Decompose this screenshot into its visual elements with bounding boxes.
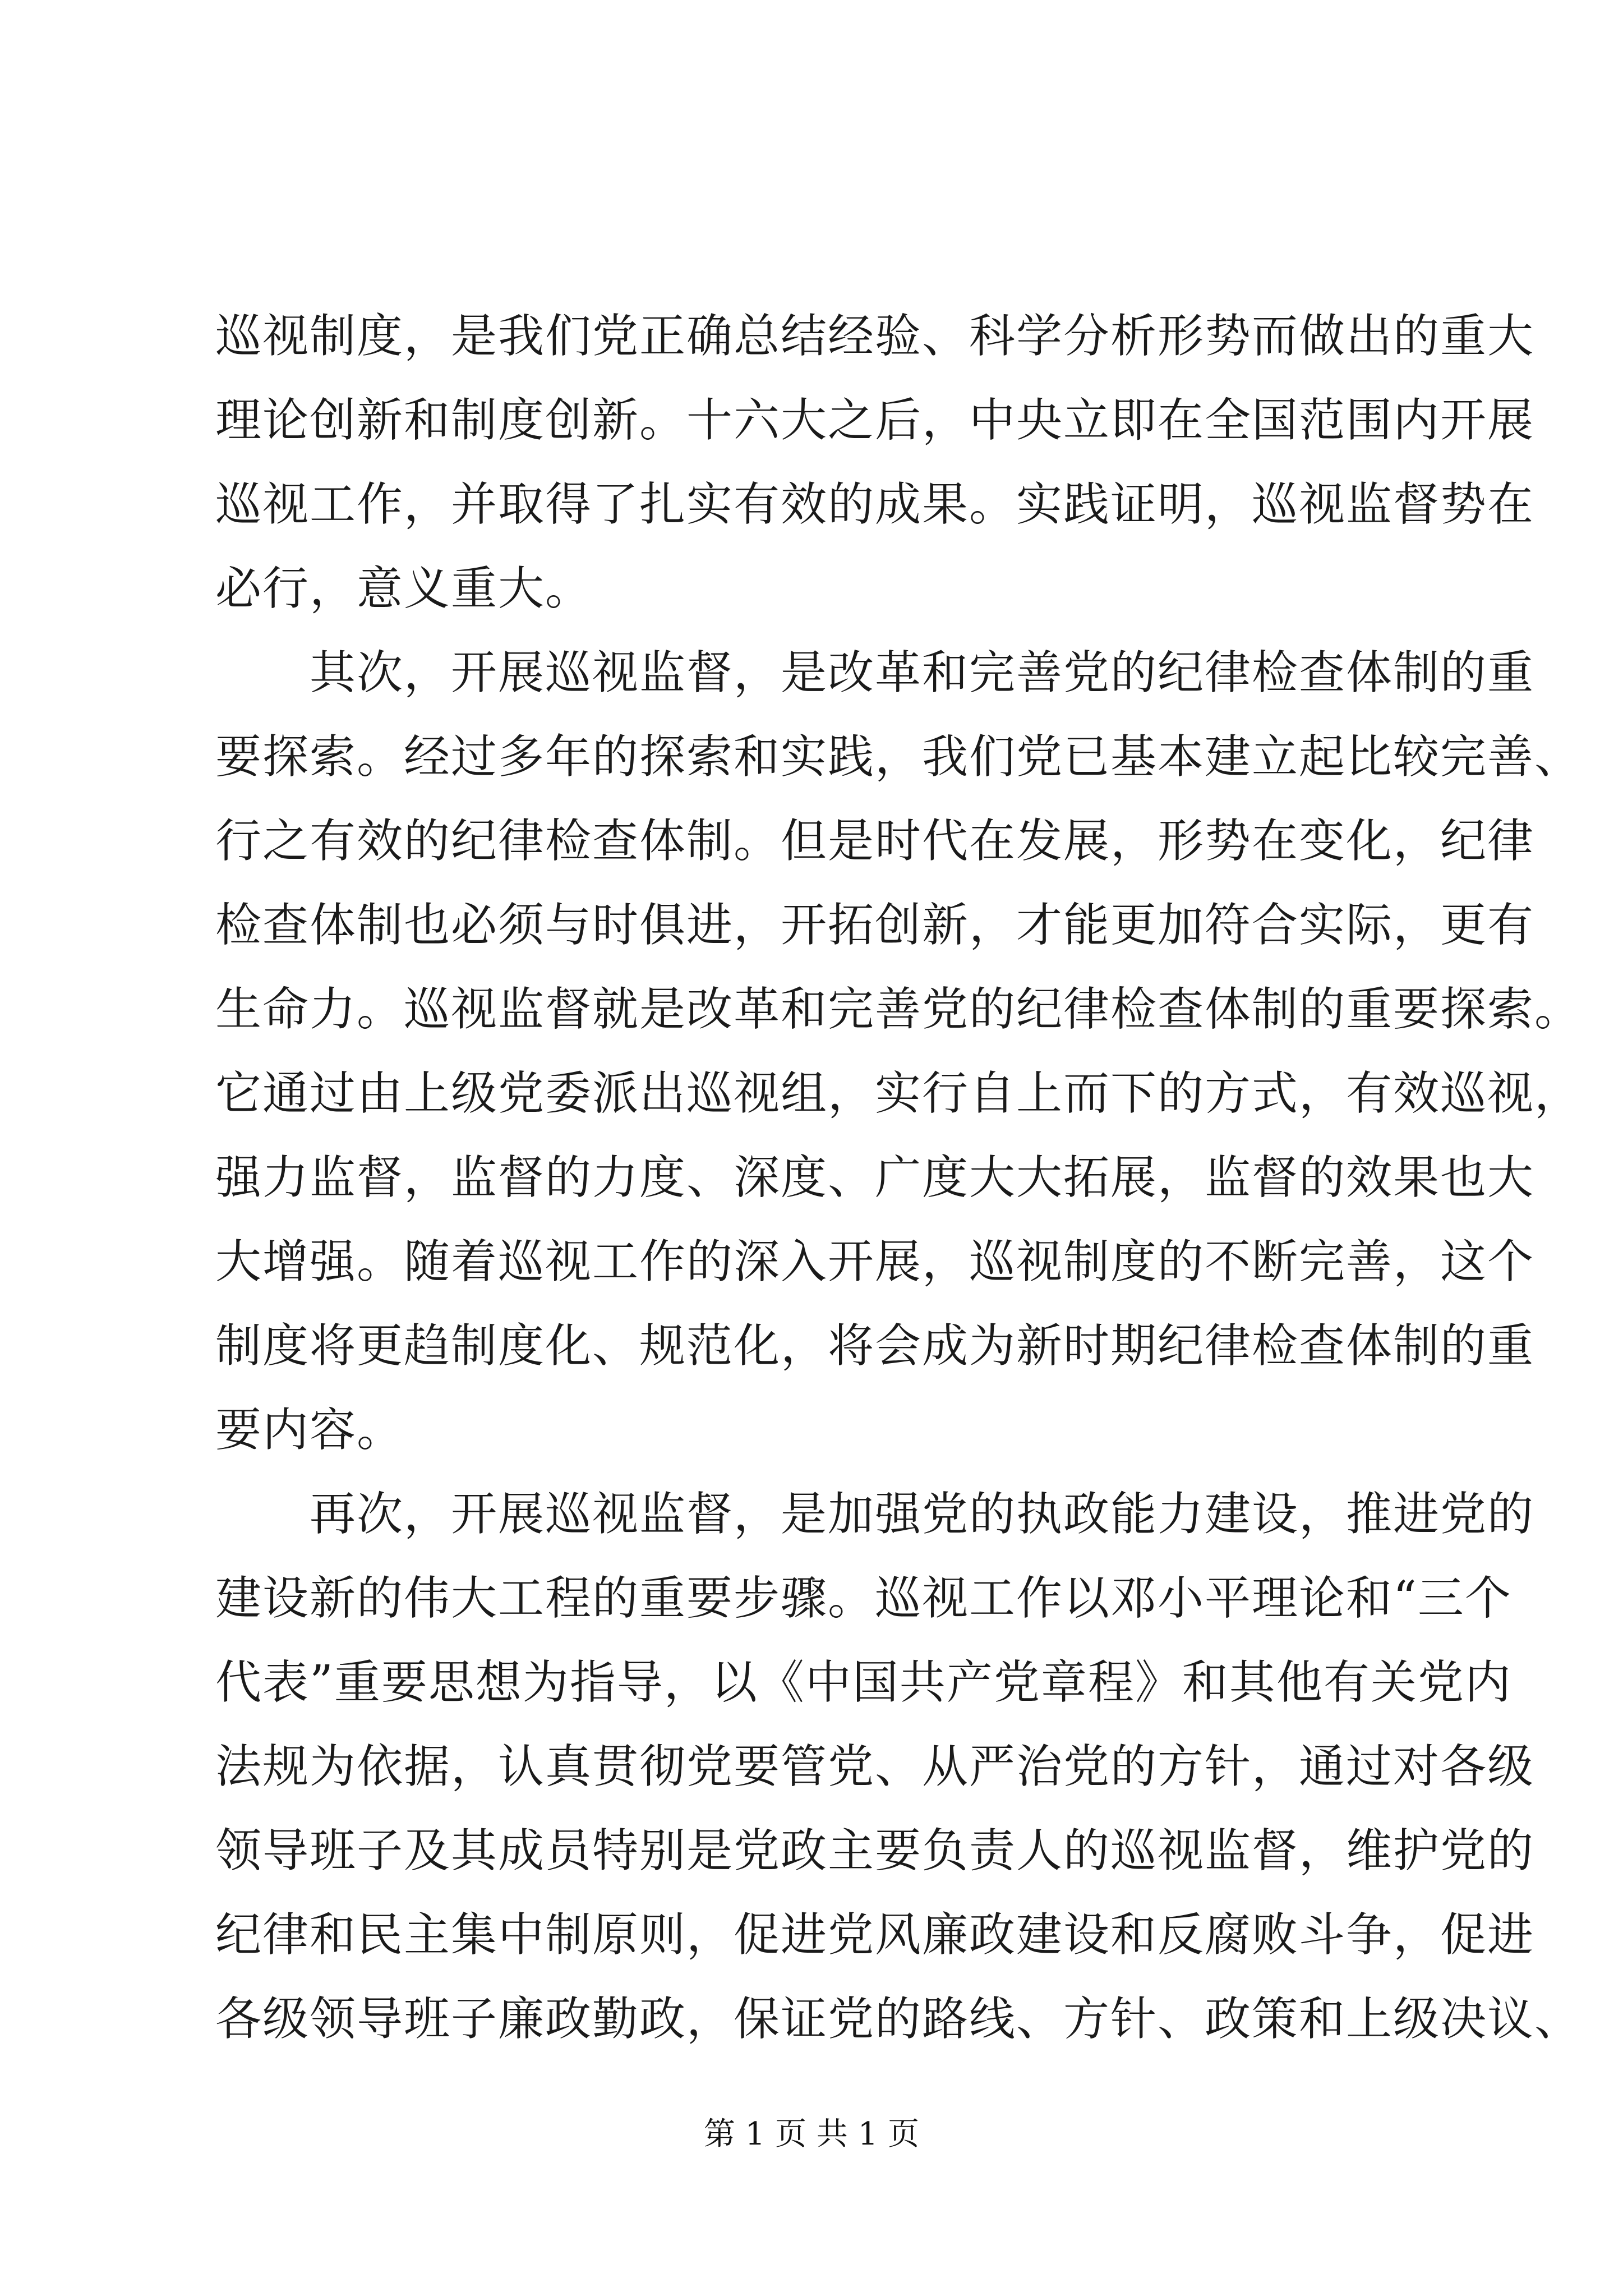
- text-line: 大增强。随着巡视工作的深入开展，巡视制度的不断完善，这个: [215, 1235, 1535, 1289]
- text-line: 再次，开展巡视监督，是加强党的执政能力建设，推进党的: [215, 1488, 1535, 1541]
- text-line: 它通过由上级党委派出巡视组，实行自上而下的方式，有效巡视，: [215, 1067, 1582, 1120]
- page-footer: 第 1 页 共 1 页: [703, 2116, 920, 2152]
- text-line: 行之有效的纪律检查体制。但是时代在发展，形势在变化，纪律: [215, 815, 1535, 868]
- text-line: 理论创新和制度创新。十六大之后，中央立即在全国范围内开展: [215, 394, 1535, 447]
- text-line: 纪律和民主集中制原则，促进党风廉政建设和反腐败斗争，促进: [215, 1908, 1535, 1962]
- text-line: 法规为依据，认真贯彻党要管党、从严治党的方针，通过对各级: [215, 1740, 1535, 1793]
- text-line: 生命力。巡视监督就是改革和完善党的纪律检查体制的重要探索。: [215, 983, 1582, 1036]
- text-line: 领导班子及其成员特别是党政主要负责人的巡视监督，维护党的: [215, 1824, 1535, 1878]
- text-line: 要内容。: [215, 1404, 404, 1457]
- text-line: 强力监督，监督的力度、深度、广度大大拓展，监督的效果也大: [215, 1151, 1535, 1204]
- text-line: 巡视工作，并取得了扎实有效的成果。实践证明，巡视监督势在: [215, 478, 1535, 531]
- text-line: 必行，意义重大。: [215, 562, 593, 615]
- text-line: 检查体制也必须与时俱进，开拓创新，才能更加符合实际，更有: [215, 899, 1535, 952]
- text-line: 建设新的伟大工程的重要步骤。巡视工作以邓小平理论和“三个: [215, 1572, 1512, 1625]
- text-line: 代表”重要思想为指导，以《中国共产党章程》和其他有关党内: [215, 1656, 1512, 1709]
- text-line: 巡视制度，是我们党正确总结经验、科学分析形势而做出的重大: [215, 310, 1535, 363]
- text-line: 要探索。经过多年的探索和实践，我们党已基本建立起比较完善、: [215, 730, 1582, 784]
- text-line: 各级领导班子廉政勤政，保证党的路线、方针、政策和上级决议、: [215, 1993, 1582, 2046]
- text-line: 其次，开展巡视监督，是改革和完善党的纪律检查体制的重: [215, 646, 1535, 700]
- text-line: 制度将更趋制度化、规范化，将会成为新时期纪律检查体制的重: [215, 1319, 1535, 1373]
